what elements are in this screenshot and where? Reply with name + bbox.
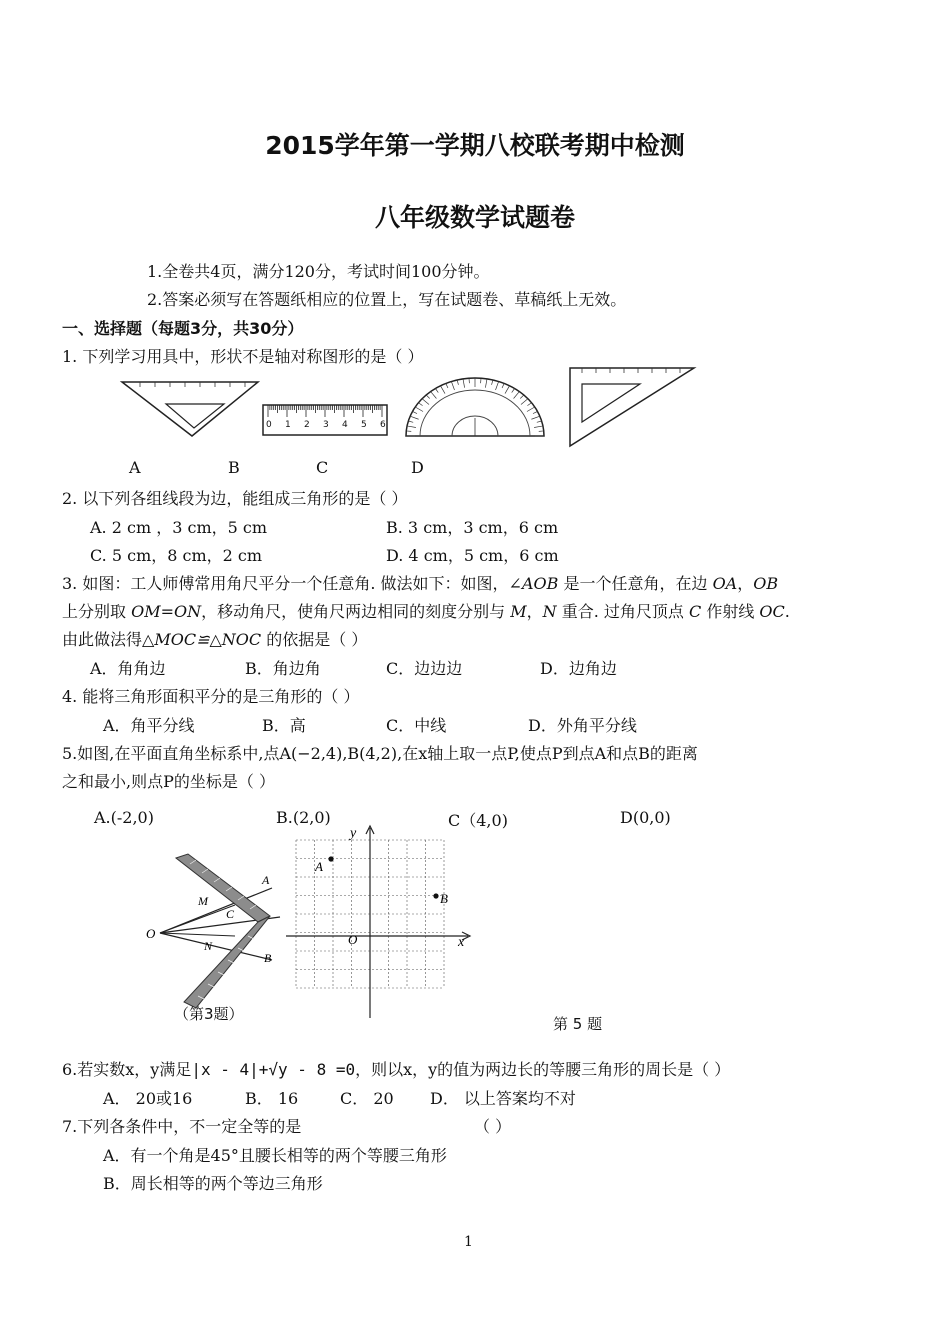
fig3-caption: （第3题）	[174, 1005, 244, 1023]
q7-stem: 7.下列各条件中，不一定全等的是	[62, 1117, 302, 1136]
ruler-tick-label: 0	[266, 420, 272, 430]
q4-option-a: A．角平分线	[103, 716, 195, 735]
q4-option-d: D．外角平分线	[528, 716, 637, 735]
q5-option-a: A.(-2,0)	[94, 808, 154, 827]
q1-label-c: C	[316, 458, 329, 477]
q3-option-c: C．边边边	[386, 659, 463, 678]
q7-option-b: B．周长相等的两个等边三角形	[103, 1174, 323, 1193]
fig3-label-n: N	[204, 939, 213, 953]
q1-stem: 1. 下列学习用具中，形状不是轴对称图形的是（ ）	[62, 347, 424, 366]
q3-line-1: 3. 如图：工人师傅常用角尺平分一个任意角. 做法如下：如图，∠AOB 是一个任意角，在边 OA，OB	[62, 574, 779, 593]
q3-option-b: B．角边角	[245, 659, 321, 678]
q2-option-b: B. 3 cm，3 cm，6 cm	[386, 518, 559, 537]
note-2: 2.答案必须写在答题纸相应的位置上，写在试题卷、草稿纸上无效。	[147, 290, 627, 309]
coordinate-grid-figure	[282, 822, 482, 1022]
fig3-label-a: A	[262, 873, 270, 887]
q1-label-b: B	[228, 458, 240, 477]
fig5-caption: 第 5 题	[553, 1015, 603, 1033]
section-heading: 一、选择题（每题3分，共30分）	[62, 319, 304, 338]
q2-option-c: C. 5 cm，8 cm，2 cm	[90, 546, 263, 565]
q6-option-a: A． 20或16	[103, 1089, 193, 1108]
q2-option-d: D. 4 cm，5 cm，6 cm	[386, 546, 559, 565]
protractor-image	[402, 374, 548, 440]
ruler-tick-label: 5	[361, 420, 367, 430]
q6-option-c: C． 20	[340, 1089, 394, 1108]
q7-paren: （ ）	[474, 1117, 512, 1136]
ruler-tick-label: 2	[304, 420, 310, 430]
q5-line-2: 之和最小,则点P的坐标是（ ）	[62, 772, 275, 791]
q6-math: |x - 4|+√y - 8 =0	[191, 1060, 356, 1079]
q5-option-c: C（4,0)	[448, 811, 508, 830]
set-square-d-image	[568, 366, 698, 448]
exam-subtitle: 八年级数学试题卷	[374, 203, 575, 232]
q1-label-d: D	[411, 458, 424, 477]
set-square-a-image	[120, 380, 260, 440]
ruler-tick-label: 3	[323, 420, 329, 430]
ruler-tick-label: 4	[342, 420, 348, 430]
note-1: 1.全卷共4页，满分120分，考试时间100分钟。	[147, 262, 490, 281]
exam-title: 2015学年第一学期八校联考期中检测	[265, 131, 685, 160]
page-number: 1	[464, 1234, 473, 1250]
q6-stem: 6.若实数x，y满足|x - 4|+√y - 8 =0，则以x，y的值为两边长的等腰三角形的周长是（ ）	[62, 1060, 731, 1079]
q3-option-d: D．边角边	[540, 659, 617, 678]
angle-ruler-figure	[140, 850, 290, 1015]
q6-option-d: D． 以上答案均不对	[430, 1089, 576, 1108]
q3-option-a: A．角角边	[90, 659, 166, 678]
fig5-label-b: B	[440, 891, 448, 906]
q3-line-2: 上分别取 OM=ON，移动角尺，使角尺两边相同的刻度分别与 M，N 重合. 过角尺顶点 C 作射线 OC.	[62, 602, 790, 621]
q5-option-d: D(0,0)	[620, 808, 671, 827]
q4-stem: 4. 能将三角形面积平分的是三角形的（ ）	[62, 687, 360, 706]
q4-option-b: B．高	[262, 716, 306, 735]
fig5-label-a: A	[315, 859, 323, 874]
ruler-tick-label: 1	[285, 420, 291, 430]
q2-stem: 2. 以下列各组线段为边，能组成三角形的是（ ）	[62, 489, 408, 508]
q5-option-b: B.(2,0)	[276, 808, 331, 827]
q6-option-b: B． 16	[245, 1089, 299, 1108]
fig5-label-y: y	[350, 826, 357, 841]
fig3-label-m: M	[198, 894, 208, 908]
fig5-label-x: x	[458, 935, 465, 950]
q5-line-1: 5.如图,在平面直角坐标系中,点A(−2,4),B(4,2),在x轴上取一点P,使点P到点A和点B的距离	[62, 744, 698, 763]
ruler-tick-label: 6	[380, 420, 386, 430]
fig3-label-c: C	[226, 907, 235, 921]
fig5-label-o: O	[348, 932, 358, 947]
q3-line-3: 由此做法得△MOC≌△NOC 的依据是（ ）	[62, 630, 368, 649]
fig3-label-b: B	[264, 951, 272, 965]
fig3-label-o: O	[146, 926, 156, 941]
q1-label-a: A	[129, 458, 141, 477]
q4-option-c: C．中线	[386, 716, 447, 735]
q2-option-a: A. 2 cm ，3 cm，5 cm	[90, 518, 268, 537]
q7-option-a: A．有一个角是45°且腰长相等的两个等腰三角形	[103, 1146, 447, 1165]
